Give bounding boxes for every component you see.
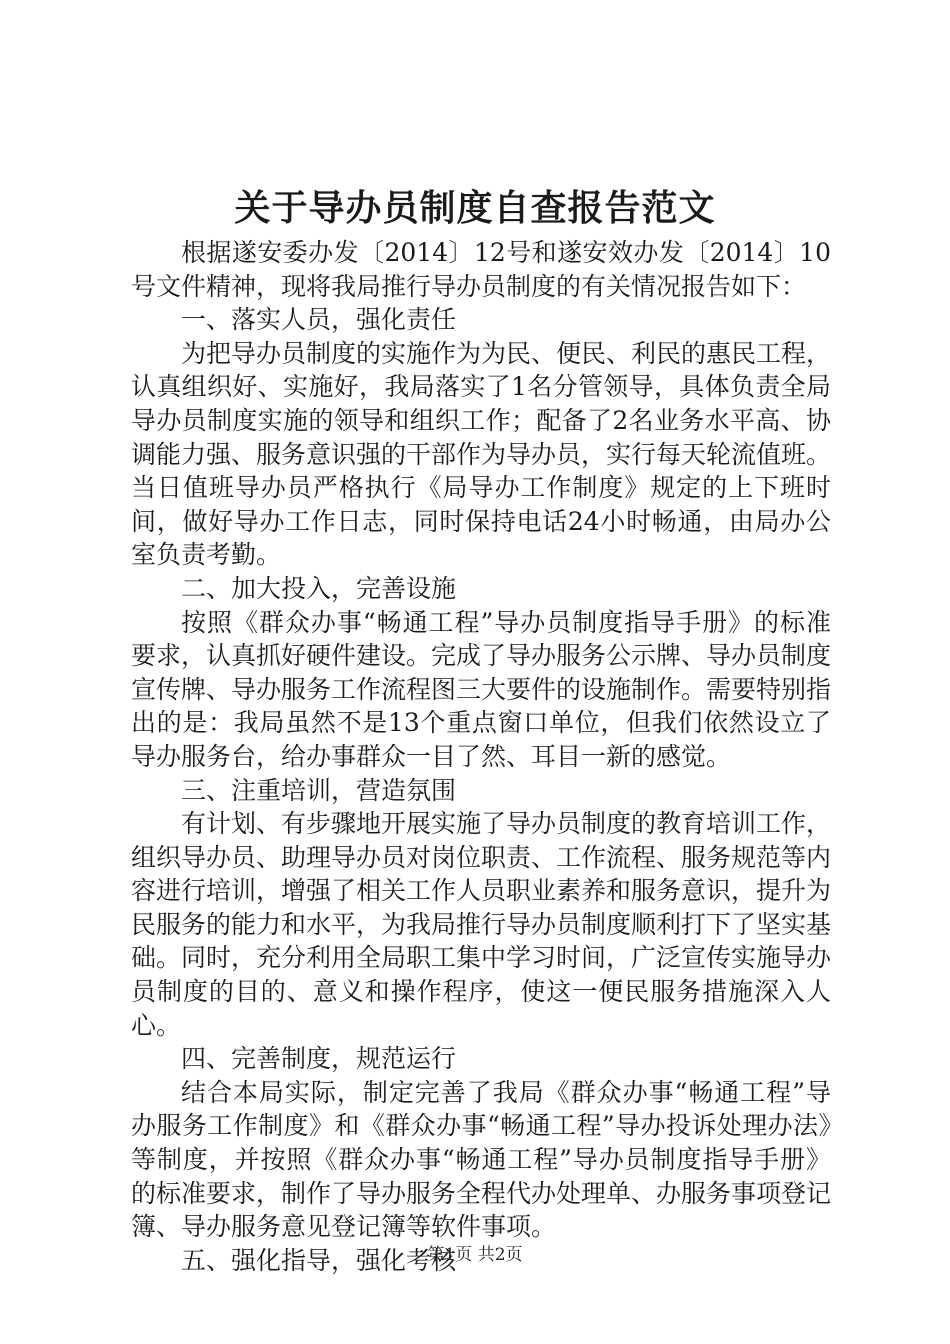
- document-title: 关于导办员制度自查报告范文: [234, 187, 716, 229]
- page-footer: 第1页 共2页: [427, 1245, 523, 1265]
- paragraph-section-2: 按照《群众办事“畅通工程”导办员制度指导手册》的标准要求，认真抓好硬件建设。完成了导办服务公示牌、导办员制度宣传牌、导办服务工作流程图三大要件的设施制作。需要特别指出的是：我局虽然不是13个重点窗口单位，但我们依然设立了导办服务台，给办事群众一目了然、耳目一新的感觉。: [131, 607, 832, 771]
- section-heading-1: 一、落实人员，强化责任: [181, 305, 457, 335]
- section-heading-2: 二、加大投入，完善设施: [181, 573, 457, 603]
- section-heading-5: 五、强化指导，强化考核: [181, 1245, 457, 1275]
- document-body: [131, 236, 831, 1277]
- paragraph-section-3: 有计划、有步骤地开展实施了导办员制度的教育培训工作，组织导办员、助理导办员对岗位职责、工作流程、服务规范等内容进行培训，增强了相关工作人员职业素养和服务意识，提升为民服务的能力和水平，为我局推行导办员制度顺利打下了坚实基础。同时，充分利用全局职工集中学习时间，广泛宣传实施导办员制度的目的、意义和操作程序，使这一便民服务措施深入人心。: [131, 809, 832, 1040]
- paragraph-section-1: 为把导办员制度的实施作为为民、便民、利民的惠民工程，认真组织好、实施好，我局落实了1名分管领导，具体负责全局导办员制度实施的领导和组织工作；配备了2名业务水平高、协调能力强、服务意识强的干部作为导办员，实行每天轮流值班。当日值班导办员严格执行《局导办工作制度》规定的上下班时间，做好导办工作日志，同时保持电话24小时畅通，由局办公室负责考勤。: [131, 338, 832, 570]
- section-heading-4: 四、完善制度，规范运行: [181, 1044, 457, 1074]
- section-heading-3: 三、注重培训，营造氛围: [181, 775, 457, 805]
- paragraph-intro: 根据遂安委办发〔2014〕12号和遂安效办发〔2014〕10号文件精神，现将我局推行导办员制度的有关情况报告如下：: [131, 238, 831, 301]
- paragraph-section-4: 结合本局实际，制定完善了我局《群众办事“畅通工程”导办服务工作制度》和《群众办事“畅通工程”导办投诉处理办法》等制度，并按照《群众办事“畅通工程”导办员制度指导手册》的标准要求，制作了导办服务全程代办处理单、办服务事项登记簿、导办服务意见登记簿等软件事项。: [131, 1077, 832, 1242]
